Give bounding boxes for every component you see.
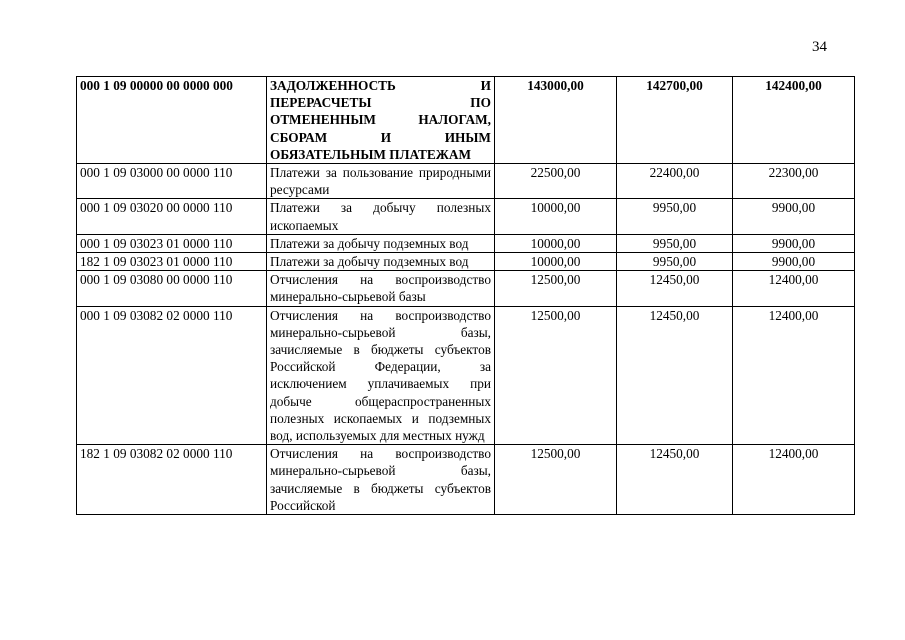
- amount-year3-cell: 22300,00: [733, 164, 855, 199]
- amount-year1-cell: 12500,00: [495, 271, 617, 306]
- item-name-cell: Платежи за пользование природными ресурсами: [267, 164, 495, 199]
- amount-year1-cell: 12500,00: [495, 306, 617, 445]
- amount-year3-cell: 12400,00: [733, 271, 855, 306]
- amount-year1-cell: 10000,00: [495, 234, 617, 252]
- budget-code-cell: 000 1 09 03023 01 0000 110: [77, 234, 267, 252]
- amount-year2-cell: 22400,00: [617, 164, 733, 199]
- amount-year3-cell: 12400,00: [733, 306, 855, 445]
- amount-year2-cell: 142700,00: [617, 77, 733, 164]
- item-name-cell: Отчисления на воспроизводство минерально-сырьевой базы, зачисляемые в бюджеты субъектов Российской Федерации, за исключением уплачиваемых при добыче общераспространенных полезных ископаемых и подземных вод, используемых для местных нужд: [267, 306, 495, 445]
- item-name-cell: Отчисления на воспроизводство минерально-сырьевой базы, зачисляемые в бюджеты субъектов Российской: [267, 445, 495, 515]
- amount-year1-cell: 10000,00: [495, 253, 617, 271]
- page-number: 34: [812, 39, 827, 55]
- amount-year2-cell: 9950,00: [617, 199, 733, 234]
- budget-code-cell: 000 1 09 03082 02 0000 110: [77, 306, 267, 445]
- table-row: [77, 164, 855, 199]
- budget-table: [76, 76, 855, 515]
- budget-code-cell: 000 1 09 03000 00 0000 110: [77, 164, 267, 199]
- item-name-cell: Платежи за добычу подземных вод: [267, 253, 495, 271]
- amount-year1-cell: 10000,00: [495, 199, 617, 234]
- budget-code-cell: 000 1 09 03080 00 0000 110: [77, 271, 267, 306]
- table-row: [77, 77, 855, 164]
- table-row: [77, 445, 855, 515]
- table-row: [77, 271, 855, 306]
- amount-year1-cell: 12500,00: [495, 445, 617, 515]
- budget-code-cell: 182 1 09 03023 01 0000 110: [77, 253, 267, 271]
- amount-year2-cell: 9950,00: [617, 253, 733, 271]
- amount-year3-cell: 12400,00: [733, 445, 855, 515]
- amount-year3-cell: 9900,00: [733, 253, 855, 271]
- item-name-cell: Отчисления на воспроизводство минерально-сырьевой базы: [267, 271, 495, 306]
- table-row: [77, 199, 855, 234]
- amount-year2-cell: 12450,00: [617, 306, 733, 445]
- budget-code-cell: 182 1 09 03082 02 0000 110: [77, 445, 267, 515]
- item-name-cell: ЗАДОЛЖЕННОСТЬ И ПЕРЕРАСЧЕТЫ ПО ОТМЕНЕННЫМ НАЛОГАМ, СБОРАМ И ИНЫМ ОБЯЗАТЕЛЬНЫМ ПЛАТЕЖАМ: [267, 77, 495, 164]
- amount-year2-cell: 9950,00: [617, 234, 733, 252]
- amount-year3-cell: 9900,00: [733, 234, 855, 252]
- amount-year3-cell: 9900,00: [733, 199, 855, 234]
- budget-code-cell: 000 1 09 00000 00 0000 000: [77, 77, 267, 164]
- budget-code-cell: 000 1 09 03020 00 0000 110: [77, 199, 267, 234]
- item-name-cell: Платежи за добычу подземных вод: [267, 234, 495, 252]
- amount-year2-cell: 12450,00: [617, 445, 733, 515]
- amount-year3-cell: 142400,00: [733, 77, 855, 164]
- amount-year1-cell: 22500,00: [495, 164, 617, 199]
- amount-year1-cell: 143000,00: [495, 77, 617, 164]
- table-row: [77, 306, 855, 445]
- table-row: [77, 234, 855, 252]
- amount-year2-cell: 12450,00: [617, 271, 733, 306]
- item-name-cell: Платежи за добычу полезных ископаемых: [267, 199, 495, 234]
- table-row: [77, 253, 855, 271]
